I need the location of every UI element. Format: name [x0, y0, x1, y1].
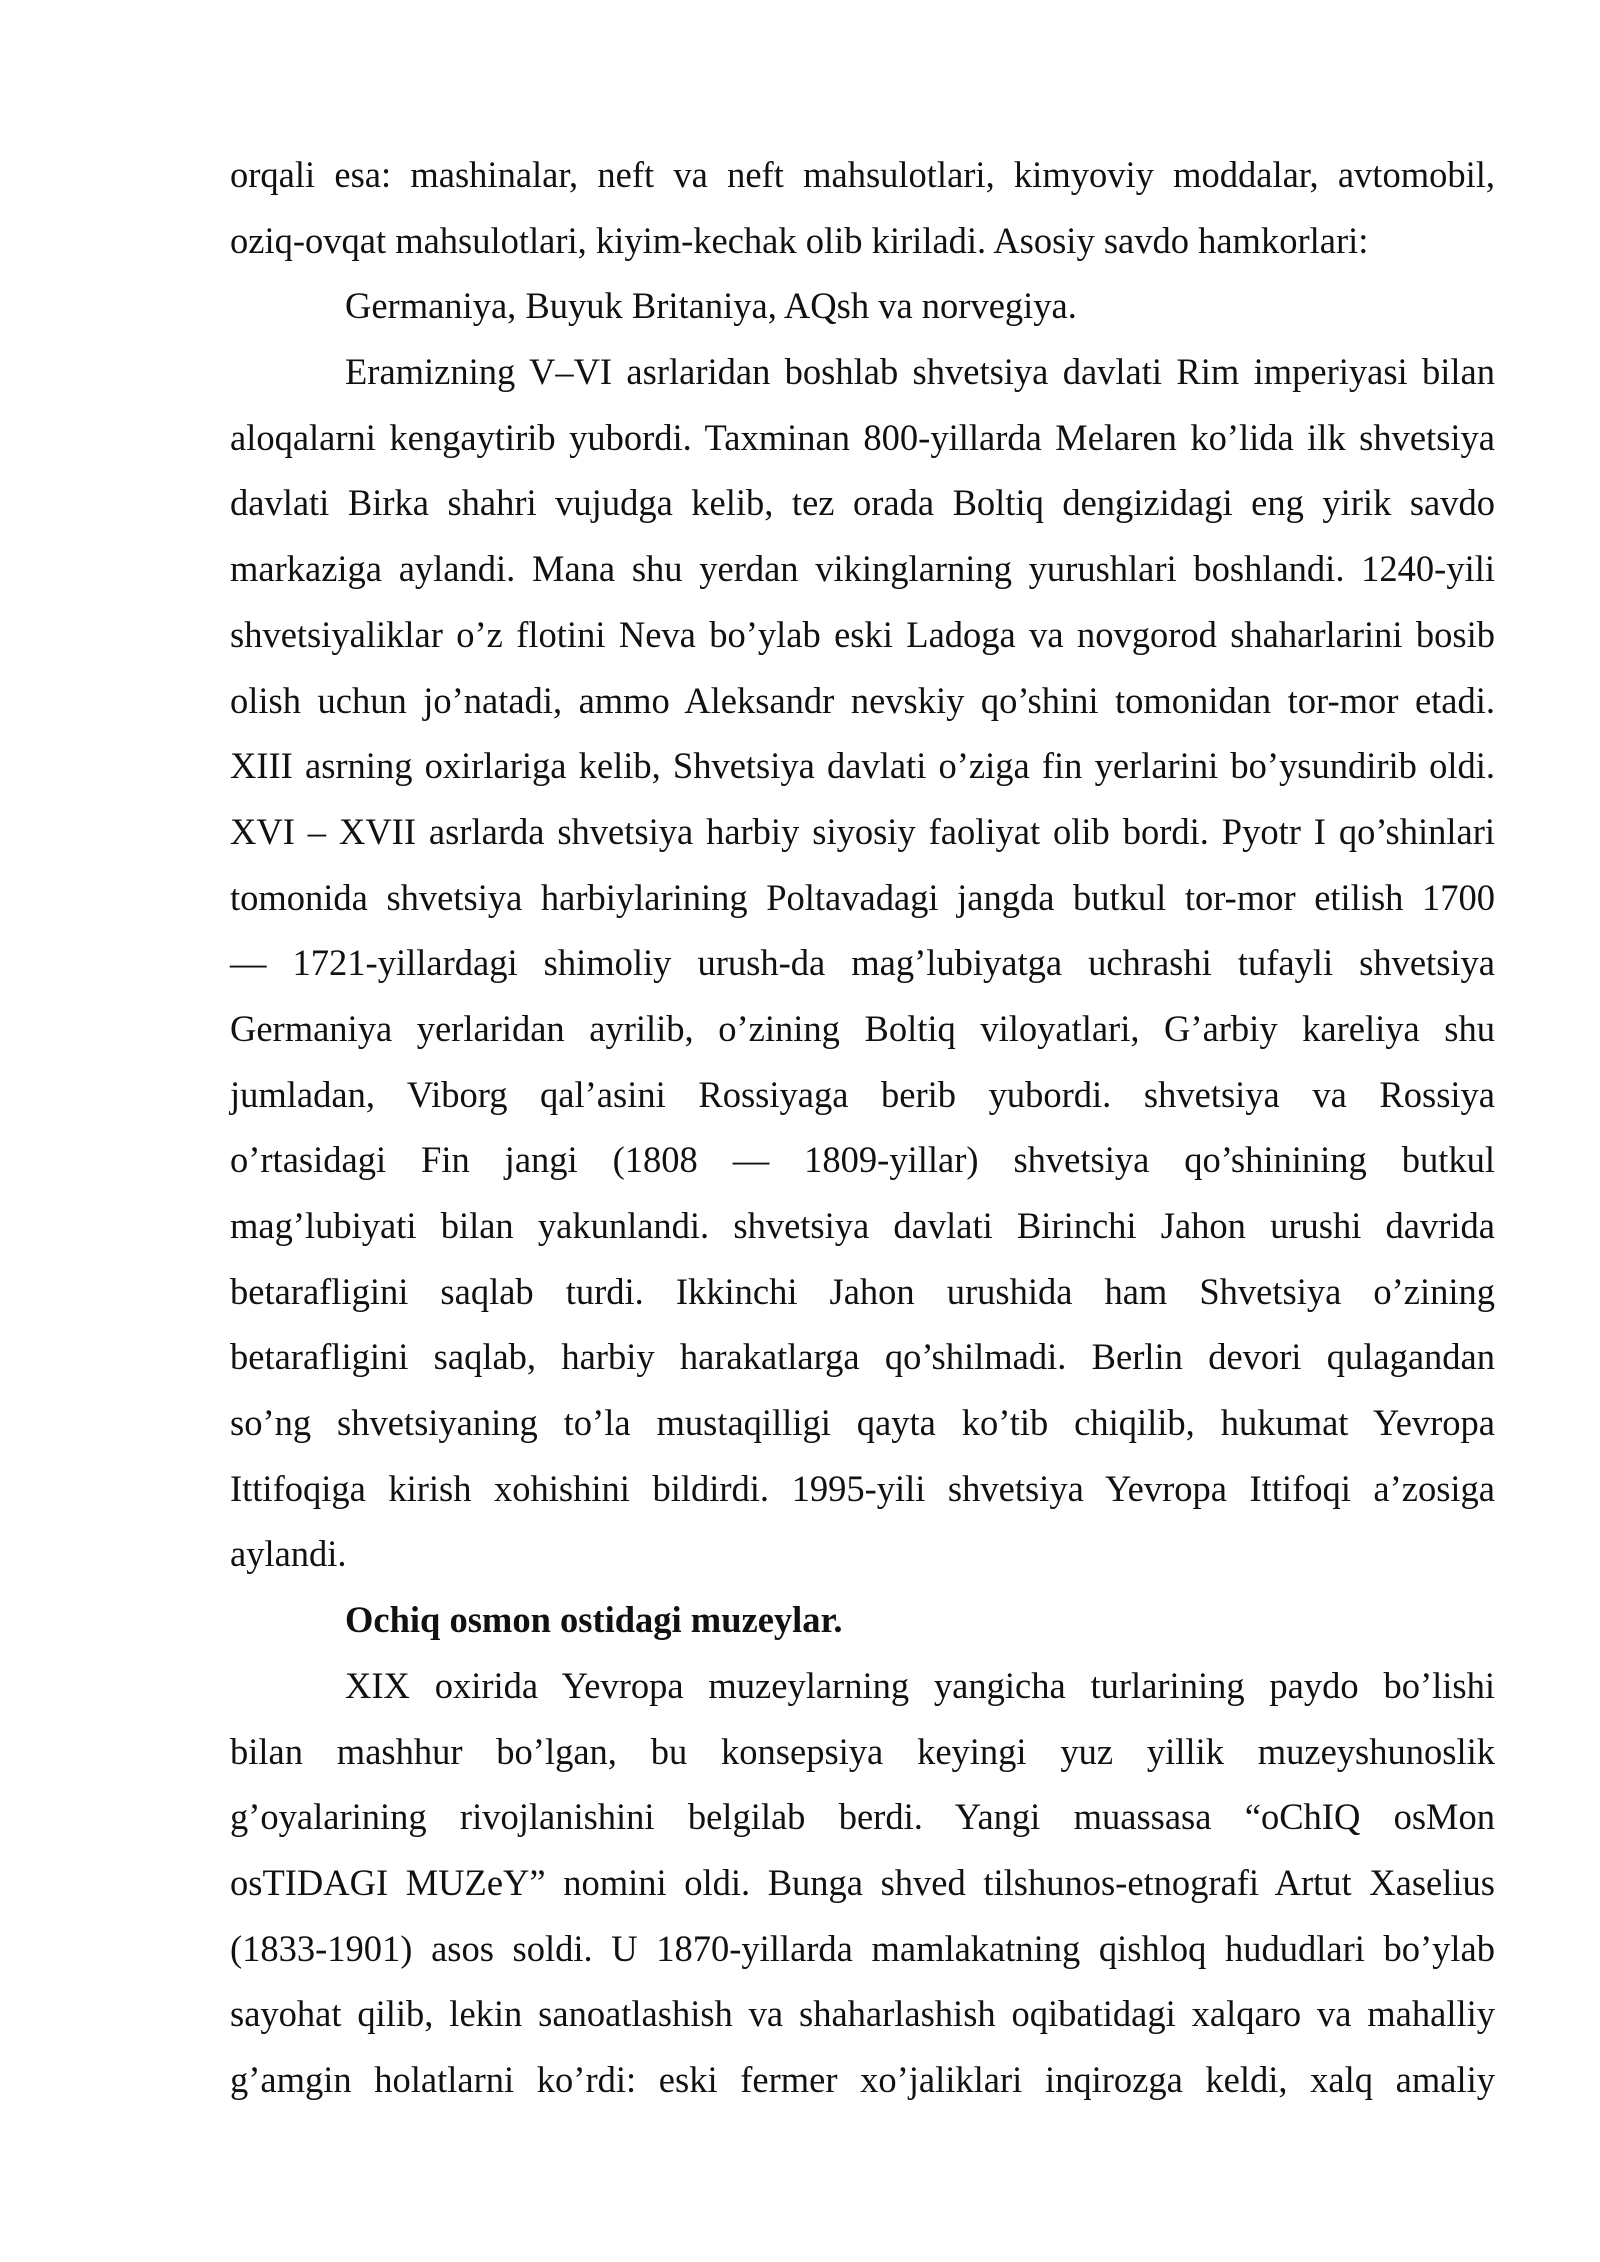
text-line: markaziga aylandi. Mana shu yerdan vikinglarning yurushlari boshlandi. 1240-yili: [230, 548, 1495, 590]
text-line: o’rtasidagi Fin jangi (1808 — 1809-yillar) shvetsiya qo’shinining butkul: [230, 1139, 1495, 1181]
text-line: betarafligini saqlab turdi. Ikkinchi Jahon urushida ham Shvetsiya o’zining: [230, 1270, 1495, 1312]
text-line: (1833-1901) asos soldi. U 1870-yillarda mamlakatning qishloq hududlari bo’ylab: [230, 1927, 1495, 1969]
text-line: XIII asrning oxirlariga kelib, Shvetsiya davlati o’ziga fin yerlarini bo’ysundirib oldi.: [230, 745, 1495, 787]
text-line: aloqalarni kengaytirib yubordi. Taxminan 800-yillarda Melaren ko’lida ilk shvetsiya: [230, 416, 1495, 458]
section-heading: Ochiq osmon ostidagi muzeylar.: [345, 1599, 843, 1641]
text-line: aylandi.: [230, 1533, 347, 1575]
text-line: sayohat qilib, lekin sanoatlashish va shaharlashish oqibatidagi xalqaro va mahalliy: [230, 1993, 1495, 2035]
text-line: bilan mashhur bo’lgan, bu konsepsiya keyingi yuz yillik muzeyshunoslik: [230, 1730, 1495, 1772]
text-line: davlati Birka shahri vujudga kelib, tez orada Boltiq dengizidagi eng yirik savdo: [230, 482, 1495, 524]
text-line: orqali esa: mashinalar, neft va neft mahsulotlari, kimyoviy moddalar, avtomobil,: [230, 154, 1495, 195]
text-line: olish uchun jo’natadi, ammo Aleksandr nevskiy qo’shini tomonidan tor-mor etadi.: [230, 679, 1495, 721]
text-line: — 1721-yillardagi shimoliy urush-da mag’lubiyatga uchrashi tufayli shvetsiya: [230, 942, 1495, 984]
text-line: XVI – XVII asrlarda shvetsiya harbiy siyosiy faoliyat olib bordi. Pyotr I qo’shinlari: [230, 810, 1495, 852]
body-text: [230, 142, 1495, 2113]
text-line: Ittifoqiga kirish xohishini bildirdi. 1995-yili shvetsiya Yevropa Ittifoqi a’zosiga: [230, 1467, 1495, 1509]
text-line: osTIDAGI MUZeY” nomini oldi. Bunga shved tilshunos-etnografi Artut Xaselius: [230, 1861, 1495, 1903]
text-line: betarafligini saqlab, harbiy harakatlarga qo’shilmadi. Berlin devori qulagandan: [230, 1336, 1495, 1378]
paragraph-start-line: XIX oxirida Yevropa muzeylarning yangicha turlarining paydo bo’lishi: [345, 1664, 1495, 1706]
text-line: so’ng shvetsiyaning to’la mustaqilligi qayta ko’tib chiqilib, hukumat Yevropa: [230, 1402, 1495, 1444]
text-line: g’oyalarining rivojlanishini belgilab berdi. Yangi muassasa “oChIQ osMon: [230, 1796, 1495, 1838]
text-line: g’amgin holatlarni ko’rdi: eski fermer xo’jaliklari inqirozga keldi, xalq amaliy: [230, 2058, 1495, 2100]
text-line: jumladan, Viborg qal’asini Rossiyaga berib yubordi. shvetsiya va Rossiya: [230, 1073, 1495, 1115]
text-line: oziq-ovqat mahsulotlari, kiyim-kechak olib kiriladi. Asosiy savdo hamkorlari:: [230, 219, 1369, 261]
text-line: Germaniya, Buyuk Britaniya, AQsh va norvegiya.: [345, 285, 1077, 327]
text-line: tomonida shvetsiya harbiylarining Poltavadagi jangda butkul tor-mor etilish 1700: [230, 876, 1495, 918]
paragraph-start-line: Eramizning V–VI asrlaridan boshlab shvetsiya davlati Rim imperiyasi bilan: [345, 351, 1495, 393]
text-line: shvetsiyaliklar o’z flotini Neva bo’ylab eski Ladoga va novgorod shaharlarini bosib: [230, 613, 1495, 655]
text-line: mag’lubiyati bilan yakunlandi. shvetsiya davlati Birinchi Jahon urushi davrida: [230, 1205, 1495, 1246]
text-line: Germaniya yerlaridan ayrilib, o’zining Boltiq viloyatlari, G’arbiy kareliya shu: [230, 1007, 1495, 1049]
